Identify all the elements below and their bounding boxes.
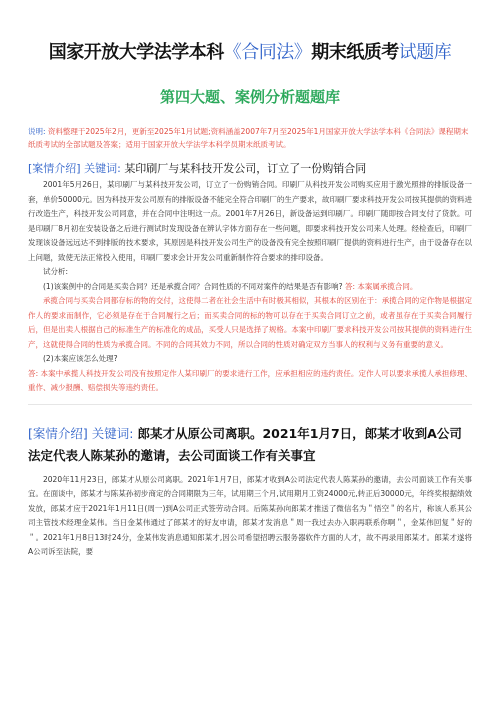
case-topic: 郎某才从原公司离职。2021年1月7日，郎某才收到A公司法定代表人陈某孙的邀请，去公司面谈工作有关事宜 bbox=[28, 425, 462, 463]
case-tag: [案情介绍] bbox=[28, 425, 88, 441]
answer-1: 承揽合同与买卖合同都存标的物的交付，这使得二者在社会生活中有时极其相似，其根本的区别在于：承揽合同的定作物是根据定作人的要求而制作，它必须是存在于合同履行之后；而买卖合同的标的物可以存在于买卖合同订立之前，或者虽存在于买卖合同履行后，但是出卖人根据自己的标准生产的标准化的成品，买受人只是选择了规格。本案中印刷厂要求科技开发公司按其提供的资料进行生产，这就使得合同的性质为承揽合同。不同的合同其效力不同，所以合同的性质对确定双方当事人的权利与义务有重要的意义。 bbox=[28, 296, 472, 349]
title-suffix: 试题库 bbox=[398, 42, 452, 63]
case-body: 2001年5月26日，某印刷厂与某科技开发公司，订立了一份购销合同。印刷厂从科技开发公司购买应用于激光照排的排版设备一套，单价50000元。因为科技开发公司原有的排版设备不能完全符合印刷厂的生产要求，故印刷厂要求科技开发公司按其提供的资料进行改造生产，科技开发公司同意，并在合同中注明这一点。2001年7月26日，新设备运到印刷厂。印刷厂随即按合同支付了货款。可是印刷厂8月初在安装设备之后进行测试时发现设备在辨认字体方面存在一些问题，即要求科技开发公司来人处理。经检查后，印刷厂发现该设备远远达不到排版的技术要求，其原因是科技开发公司生产的设备没有完全按照印刷厂提供的资料进行生产，由于设备存在以上问题，致使无法正常投入使用，印刷厂要求会计开发公司重新制作符合要求的排印设备。 bbox=[28, 180, 472, 262]
question-1-text: (1)该案例中的合同是买卖合同？还是承揽合同？合同性质的不同对案件的结果是否有影响? bbox=[43, 281, 343, 291]
case-body: 2020年11月23日，郎某才从原公司离职。2021年1月7日，郎某才收到A公司法定代表人陈某孙的邀请，去公司面谈工作有关事宜。在面谈中，郎某才与陈某孙初步商定的合同期限为三年，试用期三个月,试用期月工资24000元,转正后30000元，年终奖根据绩效发放，郎某才应于2021年1月11日(周一)到A公司正式签劳动合同。后陈某孙向郎某才推送了微信名为＂悟空＂的名片，称该人系其公司主管技术经理金某伟。当日金某伟通过了郎某才的好友申请，郎某才发消息＂周一我过去办入职再联系你啊＂，金某伟回复＂好的＂。2021年1月8日13时24分，金某伟发消息通知郎某才,因公司希望招聘云服务器软件方面的人才，故不再录用郎某才。郎某才遂将A公司诉至法院，要 bbox=[28, 474, 472, 556]
question-2: (2)本案应该怎么处理? bbox=[43, 354, 118, 363]
document-note bbox=[28, 125, 472, 151]
title-middle: 期末纸质考 bbox=[311, 42, 399, 63]
case-heading bbox=[28, 423, 472, 467]
section-subtitle: 第四大题、案例分析题题库 bbox=[159, 88, 340, 106]
case-heading bbox=[28, 159, 472, 178]
answer-2: 答: 本案中承揽人科技开发公司没有按照定作人某印刷厂的要求进行工作，应承担相应的违约责任。定作人可以要求承揽人承担修理、重作、减少报酬、赔偿损失等违约责任。 bbox=[28, 368, 472, 392]
note-label: 说明: bbox=[28, 127, 46, 136]
title-prefix: 国家开放大学法学本科 bbox=[48, 42, 224, 63]
note-text: 资料整理于2025年2月，更新至2025年1月试题;资料涵盖2007年7月至2025年1月国家开放大学法学本科《合同法》课程期末纸质考试的全部试题及答案；适用于国家开放大学法学本科学员期末纸质考试。 bbox=[28, 127, 469, 149]
title-course-name: 《合同法》 bbox=[223, 42, 312, 63]
section-divider bbox=[28, 404, 472, 405]
document-title bbox=[28, 0, 472, 64]
analysis-label: 试分析: bbox=[43, 267, 69, 276]
keyword-label: 关键词: bbox=[91, 425, 134, 441]
question-1 bbox=[28, 280, 472, 295]
keyword-label: 关键词: bbox=[84, 162, 121, 175]
case-topic: 某印刷厂与某科技开发公司，订立了一份购销合同 bbox=[124, 162, 367, 175]
case-tag: [案情介绍] bbox=[28, 162, 81, 175]
answer-1-head: 答: 本案属承揽合同。 bbox=[345, 281, 418, 291]
